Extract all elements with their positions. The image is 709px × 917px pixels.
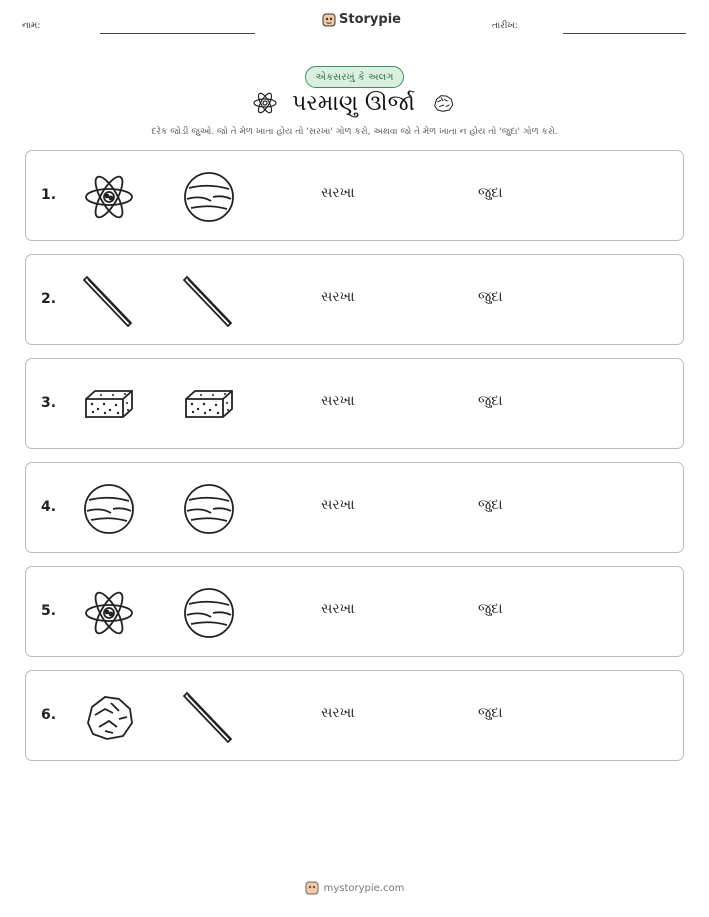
rock-icon bbox=[83, 691, 135, 743]
question-row bbox=[25, 462, 684, 553]
question-number: 6. bbox=[41, 707, 57, 723]
question-number: 2. bbox=[41, 291, 57, 307]
different-option[interactable]: જુદા bbox=[478, 705, 503, 721]
question-row bbox=[25, 254, 684, 345]
different-option[interactable]: જુદા bbox=[478, 289, 503, 305]
planet-icon bbox=[183, 171, 235, 223]
date-line[interactable] bbox=[563, 33, 686, 34]
planet-icon bbox=[183, 483, 235, 535]
different-option[interactable]: જુદા bbox=[478, 185, 503, 201]
same-option[interactable]: સરખા bbox=[321, 601, 355, 617]
question-number: 5. bbox=[41, 603, 57, 619]
sponge-block-icon bbox=[183, 379, 235, 431]
different-option[interactable]: જુદા bbox=[478, 497, 503, 513]
question-row bbox=[25, 150, 684, 241]
question-row bbox=[25, 358, 684, 449]
instructions: દરેક જોડી જુઓ. જો તે મેળ ખાતા હોય તો 'સરખા' ગોળ કરો, અથવા જો તે મેળ ખાતા ન હોય તો 'જુદા' ગોળ કરો. bbox=[151, 127, 558, 137]
same-option[interactable]: સરખા bbox=[321, 289, 355, 305]
planet-icon bbox=[183, 587, 235, 639]
atom-icon bbox=[83, 171, 135, 223]
brand-name: Storypie bbox=[339, 12, 401, 27]
rod-icon bbox=[83, 275, 135, 327]
footer-site[interactable]: mystorypie.com bbox=[323, 882, 405, 894]
rock-icon bbox=[429, 91, 457, 115]
different-option[interactable]: જુદા bbox=[478, 393, 503, 409]
same-option[interactable]: સરખા bbox=[321, 185, 355, 201]
question-number: 1. bbox=[41, 187, 57, 203]
name-label: નામ: bbox=[22, 21, 41, 31]
different-option[interactable]: જુદા bbox=[478, 601, 503, 617]
brand-logo bbox=[322, 12, 401, 27]
page-title: પરમાણુ ઊર્જા bbox=[292, 90, 415, 116]
date-label: તારીખ: bbox=[492, 21, 518, 31]
storypie-mascot-icon bbox=[322, 13, 336, 27]
footer bbox=[0, 881, 709, 895]
question-number: 4. bbox=[41, 499, 57, 515]
question-row bbox=[25, 566, 684, 657]
same-option[interactable]: સરખા bbox=[321, 393, 355, 409]
atom-icon bbox=[252, 90, 278, 116]
planet-icon bbox=[83, 483, 135, 535]
rod-icon bbox=[183, 691, 235, 743]
sponge-block-icon bbox=[83, 379, 135, 431]
question-row bbox=[25, 670, 684, 761]
same-option[interactable]: સરખા bbox=[321, 497, 355, 513]
rod-icon bbox=[183, 275, 235, 327]
same-option[interactable]: સરખા bbox=[321, 705, 355, 721]
name-line[interactable] bbox=[100, 33, 255, 34]
atom-icon bbox=[83, 587, 135, 639]
worksheet-type-badge: એકસરખું કે અલગ bbox=[305, 66, 404, 88]
question-number: 3. bbox=[41, 395, 57, 411]
storypie-mascot-icon bbox=[305, 881, 319, 895]
